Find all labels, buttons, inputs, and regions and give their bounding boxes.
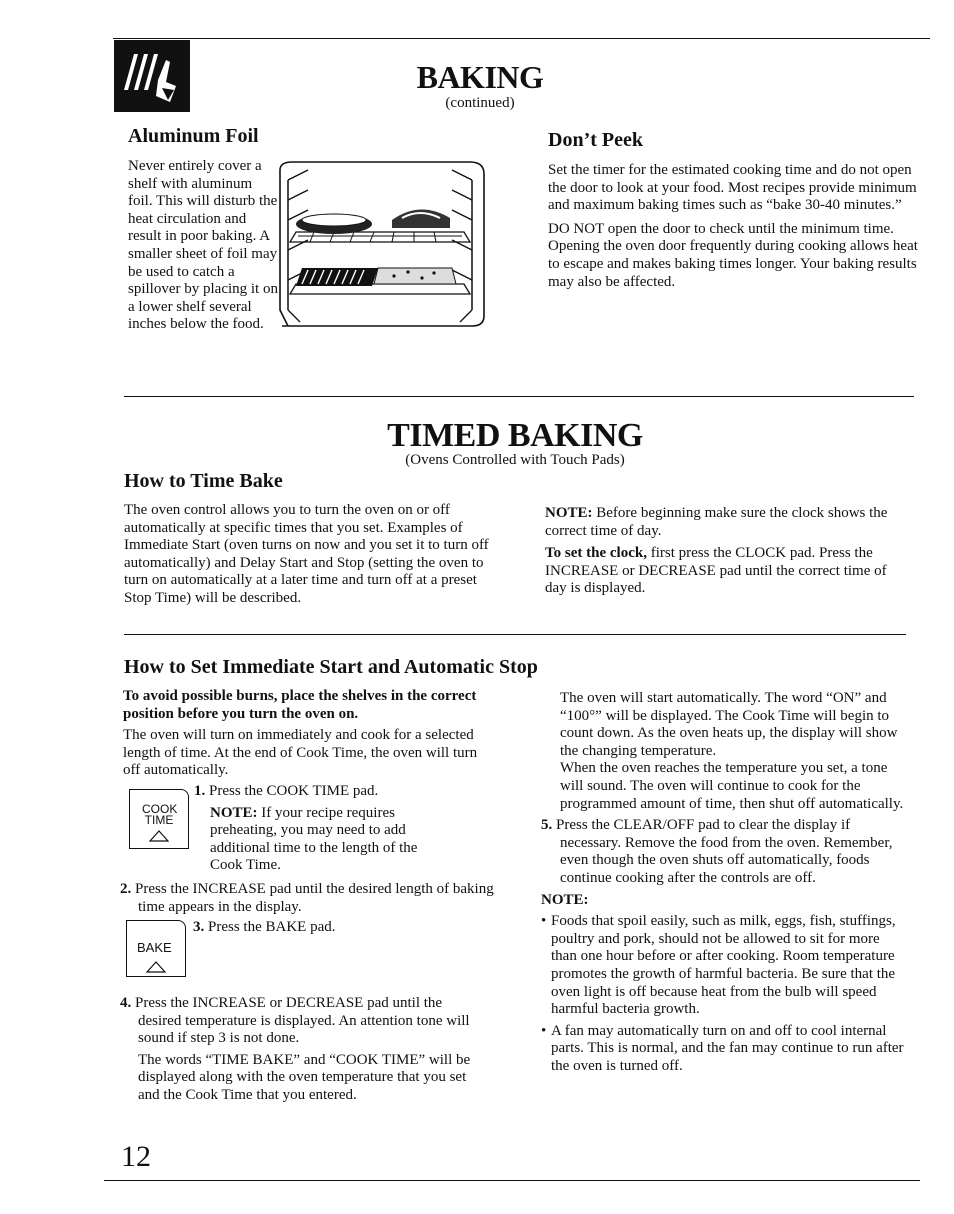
list-item: • A fan may automatically turn on and off to cool internal parts. This is normal, and the fan may continue to run after the oven is turned off.	[541, 1023, 907, 1076]
timed-baking-subtitle: (Ovens Controlled with Touch Pads)	[405, 452, 625, 468]
section-divider-2	[124, 634, 906, 635]
immediate-start-intro: The oven will turn on immediately and cook for a selected length of time. At the end of Cook Time, the oven will turn off automatically.	[123, 727, 478, 779]
oven-start-info: The oven will start automatically. The word “ON” and “100°” will be displayed. The Cook Time will begin to count down. As the oven heats up, the display will show the changing temperature.	[560, 690, 898, 759]
section-divider-1	[124, 396, 914, 397]
oven-foil-illustration	[274, 160, 486, 328]
cook-time-pad-icon	[129, 789, 189, 849]
step-1-instruction: 1. Press the COOK TIME pad.	[194, 783, 379, 799]
immediate-start-right-column	[541, 690, 907, 1079]
dont-peek-heading: Don’t Peek	[548, 129, 643, 151]
page-title: BAKING	[416, 59, 544, 95]
burn-warning: To avoid possible burns, place the shelves in the correct position before you turn the oven on.	[123, 688, 477, 722]
set-clock-instructions: To set the clock, first press the CLOCK pad. Press the INCREASE or DECREASE pad until the correct time of day is displayed.	[545, 545, 887, 597]
page-subtitle: (continued)	[445, 95, 515, 111]
bake-pad-label: BAKE	[137, 940, 172, 955]
dont-peek-para-1: Set the timer for the estimated cooking time and do not open the door to look at your food. Most recipes provide minimum and maximum baking times such as “bake 30-40 minutes.”	[548, 162, 917, 214]
top-rule	[113, 38, 930, 39]
final-note-label: NOTE:	[541, 891, 589, 908]
section-logo-icon	[114, 40, 190, 112]
immediate-start-heading: How to Set Immediate Start and Automatic Stop	[124, 656, 538, 678]
aluminum-foil-heading: Aluminum Foil	[128, 125, 259, 147]
list-item: • Foods that spoil easily, such as milk, eggs, fish, stuffings, poultry and pork, should not be allowed to sit for more than one hour before or after cooking. Room temperature promotes the growth of harmful bacteria. Be sure that the oven light is off because heat from the bulb will speed harmful bacteria growth.	[541, 913, 907, 1019]
step-1	[194, 783, 484, 875]
immediate-start-left-column	[123, 688, 483, 780]
step-4-display-info: The words “TIME BAKE” and “COOK TIME” will be displayed along with the oven temperature that you set and the Cook Time that you entered.	[138, 1051, 471, 1103]
oven-tone-info: When the oven reaches the temperature you set, a tone will sound. The oven will continue to cook for the programmed amount of time, then shut off automatically.	[560, 760, 904, 812]
cook-time-pad-label: COOK TIME	[142, 802, 178, 827]
step-5: 5. Press the CLEAR/OFF pad to clear the display if necessary. Remove the food from the oven. Remember, even though the oven shuts off automatically, foods continue cooking after the controls are off.	[541, 817, 893, 886]
final-notes-list	[541, 913, 907, 1075]
bake-pad-icon	[126, 920, 186, 977]
dont-peek-para-2: DO NOT open the door to check until the minimum time. Opening the oven door frequently during cooking allows heat to escape and makes baking times longer. Your baking results may also be affected.	[548, 220, 918, 290]
time-bake-notes	[545, 505, 910, 602]
step-2: 2. Press the INCREASE pad until the desired length of baking time appears in the display.	[120, 881, 494, 915]
dont-peek-text	[548, 162, 918, 295]
how-to-time-bake-text: The oven control allows you to turn the oven on or off automatically at specific times that you set. Examples of Immediate Start (oven turns on now and you set it to turn off automatically) and Delay Start and Stop (setting the oven to turn on automatically at a later time and turn off at a preset Stop Time) will be described.	[124, 502, 489, 606]
aluminum-foil-text: Never entirely cover a shelf with aluminum foil. This will disturb the heat circulation and result in poor baking. A smaller sheet of foil may be used to catch a spillover by placing it on a lower shelf several inches below the food.	[128, 158, 278, 333]
footer-rule	[104, 1180, 920, 1181]
step-4-instruction: 4. Press the INCREASE or DECREASE pad until the desired temperature is displayed. An attention tone will sound if step 3 is not done.	[120, 995, 470, 1047]
timed-baking-title: TIMED BAKING	[387, 417, 643, 454]
step-3: 3. Press the BAKE pad.	[193, 919, 336, 935]
how-to-time-bake-heading: How to Time Bake	[124, 470, 283, 492]
page-number: 12	[121, 1140, 151, 1173]
step-4	[120, 995, 488, 1105]
step-1-note: NOTE: If your recipe requires preheating, you may need to add additional time to the length of the Cook Time.	[210, 804, 418, 874]
clock-note: NOTE: Before beginning make sure the clock shows the correct time of day.	[545, 505, 888, 539]
